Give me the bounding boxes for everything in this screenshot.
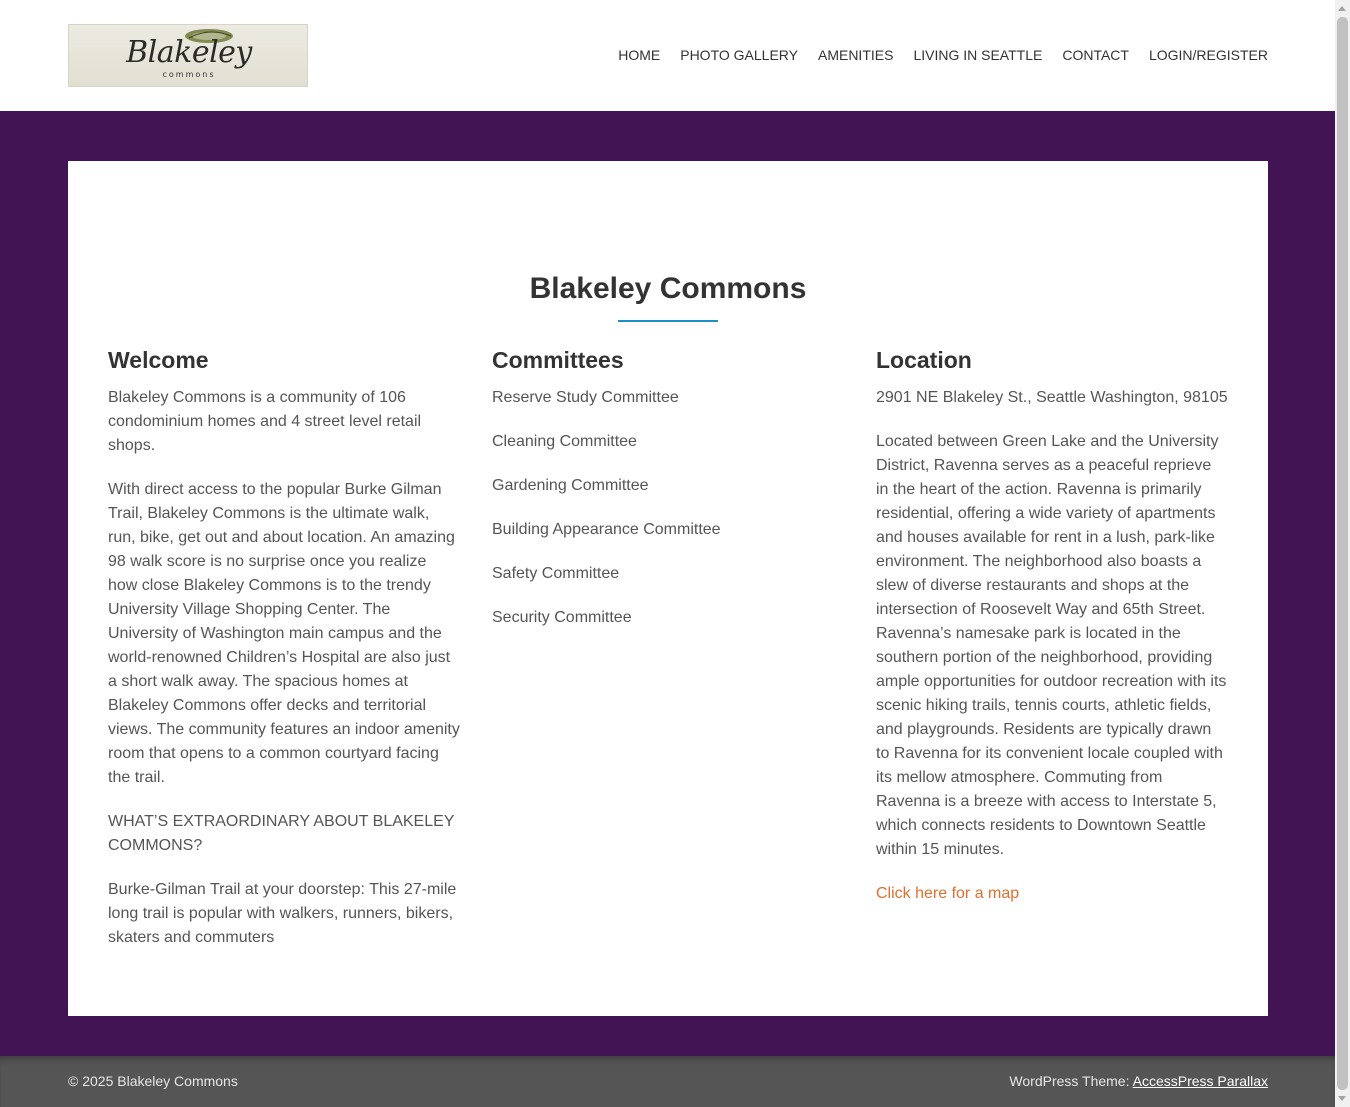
copyright-text: © 2025 Blakeley Commons: [68, 1073, 238, 1089]
nav-photo-gallery[interactable]: PHOTO GALLERY: [680, 47, 798, 63]
nav-home[interactable]: HOME: [618, 47, 661, 63]
logo-title: Blakeley: [126, 35, 252, 70]
committee-item: Safety Committee: [492, 565, 620, 582]
committees-section: [492, 346, 844, 650]
committee-item: Gardening Committee: [492, 477, 649, 494]
theme-credit-prefix: WordPress Theme:: [1009, 1073, 1133, 1089]
location-description: Located between Green Lake and the University District, Ravenna serves as a peaceful reprieve in the heart of the action. Ravenna is primarily residential, offering a wide variety of apartments and houses available for rent in a lush, park-like environment. The neighborhood also boasts a slew of diverse restaurants and shops at the intersection of Roosevelt Way and 65th Street. Ravenna’s namesake park is located in the southern portion of the neighborhood, providing ample opportunities for outdoor recreation with its scenic hiking trails, tennis courts, athletic fields, and playgrounds. Residents are typically drawn to Ravenna for its convenient locale coupled with its mellow atmosphere. Commuting from Ravenna is a breeze with access to Interstate 5, which connects residents to Downtown Seattle within 15 minutes.: [876, 433, 1227, 858]
vertical-scrollbar[interactable]: [1335, 0, 1350, 1107]
welcome-section: [108, 346, 460, 970]
nav-contact[interactable]: CONTACT: [1062, 47, 1129, 63]
welcome-heading: Welcome: [108, 347, 209, 373]
committee-item: Building Appearance Committee: [492, 521, 721, 538]
map-link-paragraph: [876, 882, 1228, 906]
welcome-paragraph-3: WHAT’S EXTRAORDINARY ABOUT BLAKELEY COMMONS?: [108, 813, 455, 854]
committee-item: Cleaning Committee: [492, 433, 637, 450]
committee-item: Reserve Study Committee: [492, 389, 679, 406]
theme-credit: [1009, 1072, 1268, 1090]
welcome-paragraph-1: Blakeley Commons is a community of 106 condominium homes and 4 street level retail shops.: [108, 389, 422, 454]
scroll-down-icon[interactable]: [1338, 1096, 1346, 1101]
theme-credit-link[interactable]: AccessPress Parallax: [1132, 1073, 1268, 1089]
welcome-paragraph-2: With direct access to the popular Burke Gilman Trail, Blakeley Commons is the ultimate walk, run, bike, get out and about location. An amazing 98 walk score is no surprise once you realize how close Blakeley Commons is to the trendy University Village Shopping Center. The University of Washington main campus and the world-renowned Children’s Hospital are also just a short walk away. The spacious homes at Blakeley Commons offer decks and territorial views. The community features an indoor amenity room that opens to a common courtyard facing the trail.: [108, 481, 460, 786]
committee-item: Security Committee: [492, 609, 632, 626]
site-header: [0, 0, 1335, 111]
main-nav: [618, 46, 1268, 64]
location-section: [876, 346, 1228, 926]
scrollbar-thumb[interactable]: [1337, 17, 1348, 1090]
site-footer: [0, 1056, 1335, 1107]
title-underline: [618, 320, 718, 322]
welcome-paragraph-4: Burke-Gilman Trail at your doorstep: This 27-mile long trail is popular with walkers, runners, bikers, skaters and commuters: [108, 881, 457, 946]
content-card: [68, 161, 1268, 1016]
nav-living-in-seattle[interactable]: LIVING IN SEATTLE: [913, 47, 1043, 63]
committees-heading: Committees: [492, 347, 624, 373]
site-logo[interactable]: [68, 24, 308, 87]
page-title: Blakeley Commons: [529, 272, 807, 305]
location-heading: Location: [876, 347, 972, 373]
logo-subtitle: commons: [162, 70, 216, 79]
nav-amenities[interactable]: AMENITIES: [817, 47, 894, 63]
map-link[interactable]: Click here for a map: [876, 885, 1020, 902]
scroll-up-icon[interactable]: [1338, 6, 1346, 11]
location-address: 2901 NE Blakeley St., Seattle Washington, 98105: [876, 389, 1228, 406]
nav-login-register[interactable]: LOGIN/REGISTER: [1148, 47, 1268, 63]
